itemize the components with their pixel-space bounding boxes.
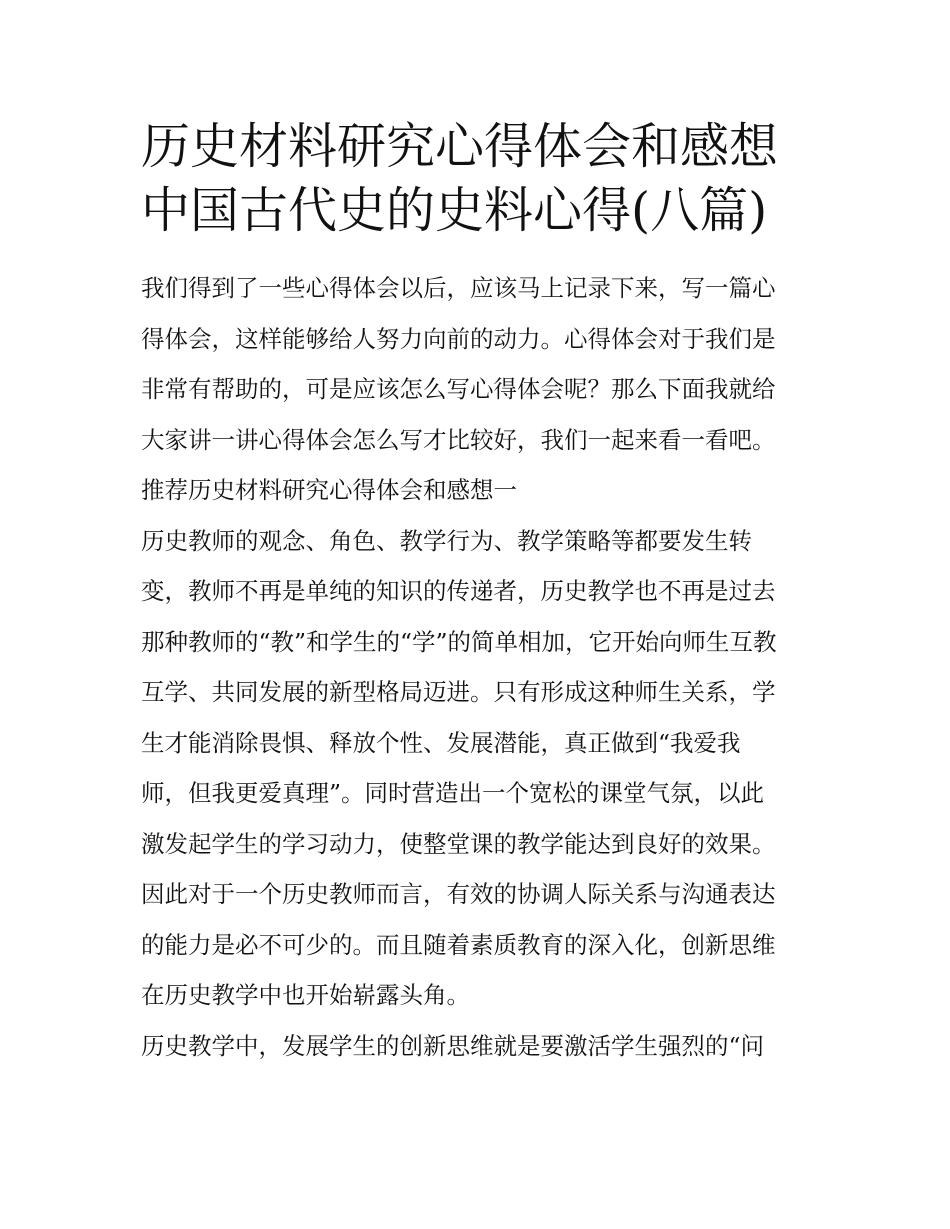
paragraph-line: 互学、共同发展的新型格局迈进。只有形成这种师生关系，学 [141, 678, 776, 706]
section-heading [141, 465, 813, 516]
document-title [141, 115, 813, 243]
intro-line: 我们得到了一些心得体会以后，应该马上记录下来，写一篇心 [141, 274, 776, 302]
title-line-1: 历史材料研究心得体会和感想 [141, 118, 779, 175]
paragraph-line: 激发起学生的学习动力，使整堂课的教学能达到良好的效果。 [141, 829, 776, 858]
paragraph-line: 那种教师的“教”和学生的“学”的简单相加，它开始向师生互教 [141, 627, 777, 656]
paragraph-line: 生才能消除畏惧、释放个性、发展潜能，真正做到“我爱我 [141, 728, 741, 757]
intro-line: 非常有帮助的，可是应该怎么写心得体会呢？那么下面我就给 [141, 375, 776, 403]
paragraph-line: 师，但我更爱真理”。同时营造出一个宽松的课堂气氛，以此 [141, 779, 765, 807]
paragraph-line: 历史教学中，发展学生的创新思维就是要激活学生强烈的“问 [141, 1031, 765, 1060]
body-paragraph-1 [141, 516, 813, 1021]
paragraph-line: 的能力是必不可少的。而且随着素质教育的深入化，创新思维 [141, 930, 776, 959]
title-line-2: 中国古代史的史料心得(八篇) [141, 182, 768, 239]
paragraph-line: 变，教师不再是单纯的知识的传递者，历史教学也不再是过去 [141, 577, 776, 605]
document-body [141, 115, 813, 1071]
paragraph-line: 因此对于一个历史教师而言，有效的协调人际关系与沟通表达 [141, 880, 776, 908]
body-paragraph-2 [141, 1021, 813, 1072]
paragraph-line: 在历史教学中也开始崭露头角。 [141, 981, 470, 1009]
intro-line: 得体会，这样能够给人努力向前的动力。心得体会对于我们是 [141, 324, 776, 353]
paragraph-line: 历史教师的观念、角色、教学行为、教学策略等都要发生转 [141, 526, 752, 555]
intro-line: 大家讲一讲心得体会怎么写才比较好，我们一起来看一看吧。 [141, 425, 776, 454]
intro-paragraph [141, 263, 813, 465]
section-heading-text: 推荐历史材料研究心得体会和感想一 [141, 476, 517, 504]
